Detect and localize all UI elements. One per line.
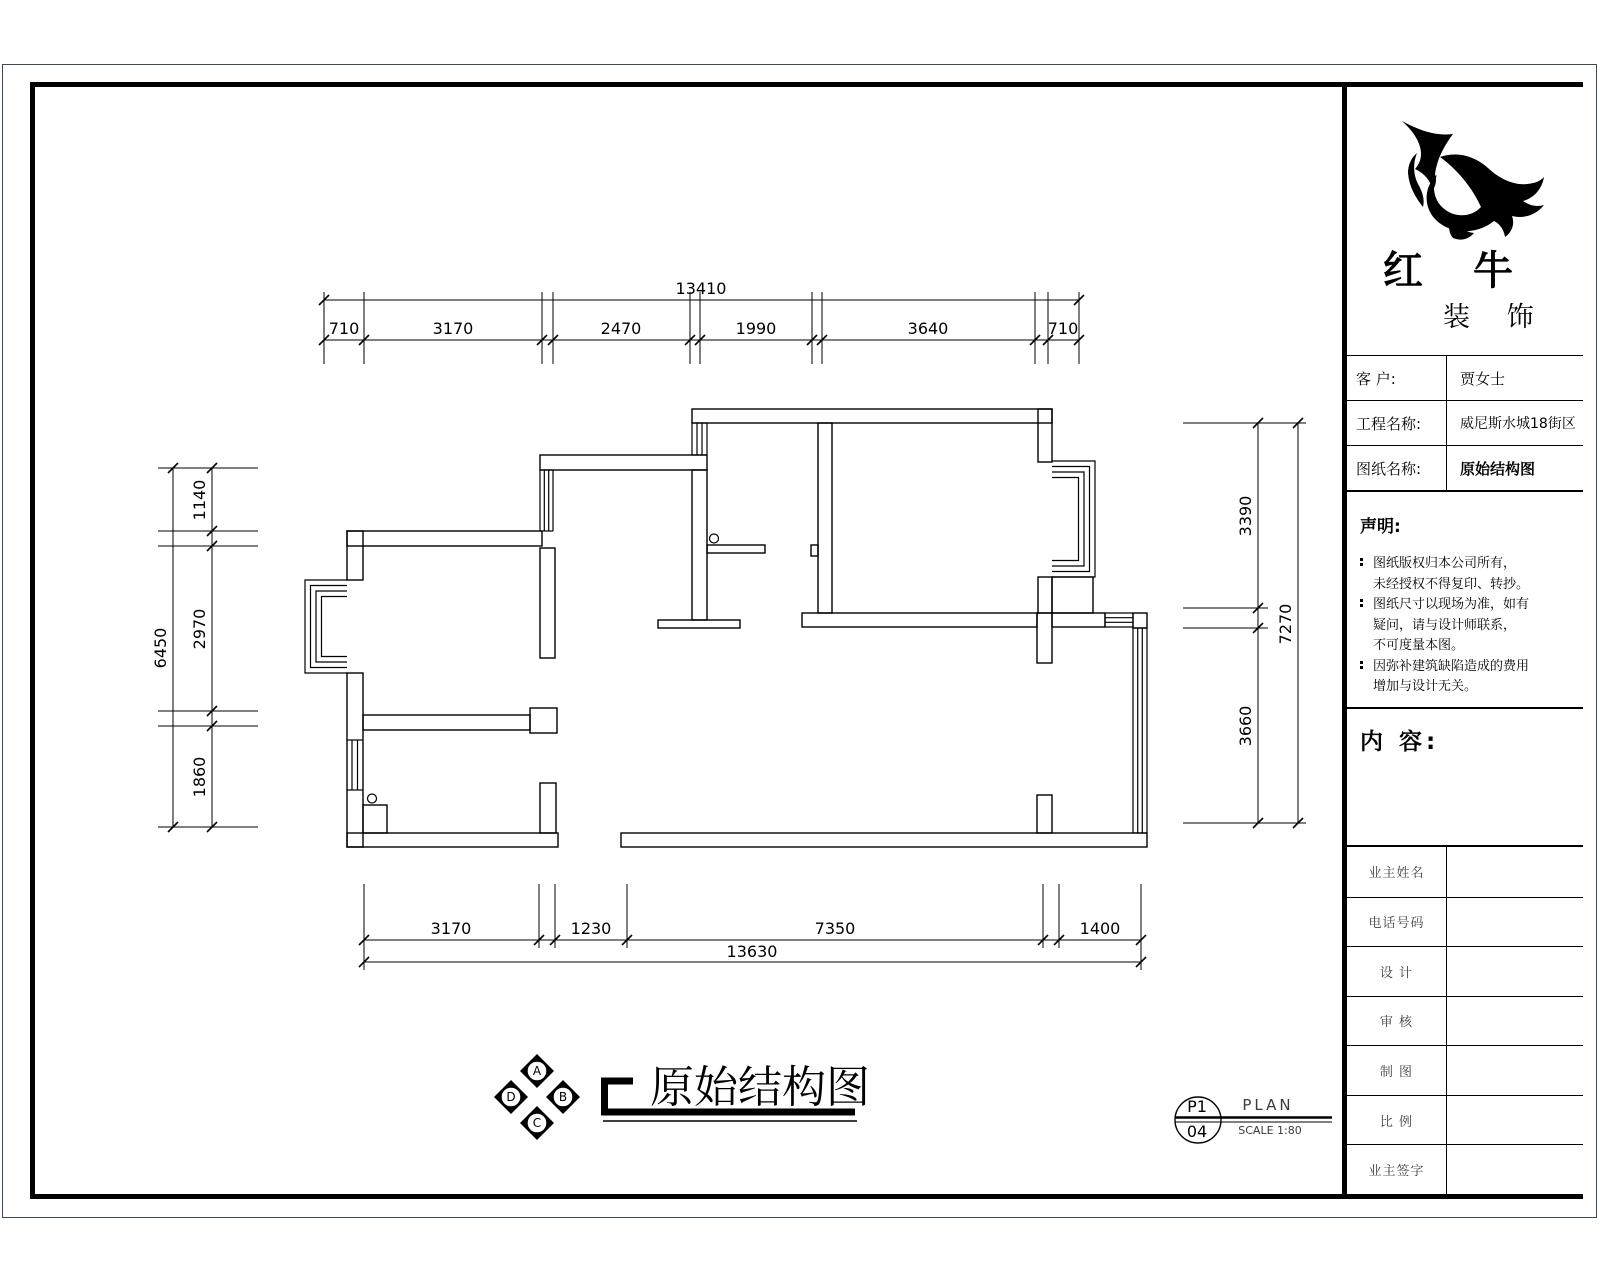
sheet-number-bubble [1175, 1096, 1332, 1143]
dim-label: 710 [328, 319, 360, 338]
declaration-text [1355, 554, 1579, 698]
brand-logo-icon [1373, 105, 1563, 240]
window-right [1133, 628, 1147, 833]
orientation-compass-icon [494, 1054, 580, 1140]
wall-outlines [347, 409, 1147, 847]
dim-label: 710 [1047, 319, 1079, 338]
declaration-line: 图纸版权归本公司所有， [1355, 554, 1579, 575]
sign-row-reviewer: 审 核 [1347, 996, 1583, 1046]
project-label: 工程名称: [1347, 401, 1447, 445]
brand-area [1347, 87, 1583, 355]
window-top [692, 423, 707, 455]
drawing-title-group [603, 1062, 870, 1121]
dimension-chain-right [1183, 418, 1306, 828]
dim-label: 3660 [1236, 705, 1255, 747]
customer-label: 客 户: [1347, 356, 1447, 400]
field-row-sheet-name [1347, 445, 1583, 490]
sheet-name-label: 图纸名称: [1347, 446, 1447, 490]
sign-value-cell [1447, 1145, 1583, 1194]
sheet-type: PLAN [1242, 1096, 1294, 1114]
door-pivot-icon [368, 794, 377, 803]
dim-label: 1860 [190, 756, 209, 798]
dim-label: 3170 [432, 319, 474, 338]
sign-row-designer: 设 计 [1347, 946, 1583, 996]
customer-value: 贾女士 [1460, 369, 1506, 388]
dim-label: 1230 [570, 919, 612, 938]
dim-label: 7270 [1276, 603, 1295, 645]
compass-letter: A [532, 1064, 542, 1078]
sign-row-owner-name: 业主姓名 [1347, 847, 1583, 897]
sign-value-cell [1447, 898, 1583, 947]
field-row-project [1347, 400, 1583, 445]
dim-label: 1990 [735, 319, 777, 338]
sign-value-cell [1447, 947, 1583, 996]
sign-value-cell [1447, 1046, 1583, 1095]
brand-name: 红 牛 [1383, 248, 1531, 294]
content-heading: 内 容: [1360, 729, 1440, 755]
signature-rows [1347, 845, 1583, 1194]
declaration-line: 不可度量本图。 [1373, 638, 1465, 653]
compass-letter: C [532, 1116, 542, 1130]
sheet-code: P1 [1187, 1097, 1207, 1116]
field-row-customer [1347, 355, 1583, 400]
declaration-line: 增加与设计无关。 [1373, 679, 1478, 694]
bay-window-right [1052, 461, 1095, 577]
sign-row-drafter: 制 图 [1347, 1045, 1583, 1095]
sign-value-cell [1447, 847, 1583, 897]
sheet-number: 04 [1186, 1122, 1208, 1141]
declaration-line: 因弥补建筑缺陷造成的费用 [1355, 657, 1579, 678]
dim-label: 7350 [814, 919, 856, 938]
project-value: 威尼斯水城18街区 [1460, 416, 1576, 432]
declaration-heading: 声明: [1360, 517, 1401, 537]
door-pivot-icon [710, 534, 719, 543]
dim-label: 2970 [190, 608, 209, 650]
sign-value-cell [1447, 1096, 1583, 1145]
compass-letter: B [558, 1090, 568, 1104]
window-upper-left [540, 470, 553, 531]
dimension-chain-bottom [359, 884, 1146, 970]
brand-subname: 装 饰 [1443, 302, 1548, 333]
dim-label: 6450 [151, 627, 170, 669]
compass-letter: D [506, 1090, 516, 1104]
sign-row-scale: 比 例 [1347, 1095, 1583, 1145]
window-top-right-corner [1105, 613, 1133, 627]
sheet-name-value: 原始结构图 [1460, 459, 1536, 478]
dim-label: 3390 [1236, 495, 1255, 537]
bay-window-left [305, 580, 347, 673]
declaration-line: 疑问，请与设计师联系， [1373, 617, 1517, 633]
content-section [1347, 707, 1583, 845]
dimension-chain-left [151, 463, 258, 832]
sign-value-cell [1447, 997, 1583, 1046]
dim-label: 2470 [600, 319, 642, 338]
declaration-line: 图纸尺寸以现场为准，如有 [1355, 595, 1579, 616]
title-block [1342, 87, 1583, 1194]
dim-label: 3170 [430, 919, 472, 938]
sheet-scale: SCALE 1:80 [1238, 1124, 1302, 1137]
dim-label: 13630 [726, 942, 778, 961]
dim-label: 1140 [190, 479, 209, 521]
sign-row-phone: 电话号码 [1347, 897, 1583, 947]
drawing-title: 原始结构图 [650, 1062, 870, 1113]
dim-label: 13410 [675, 279, 727, 298]
dim-label: 3640 [907, 319, 949, 338]
dimension-chain-top [319, 279, 1084, 364]
window-lower-left [347, 740, 363, 790]
declaration-line: 未经授权不得复印、转抄。 [1373, 576, 1530, 592]
dim-label: 1400 [1079, 919, 1121, 938]
sign-row-owner-signature: 业主签字 [1347, 1144, 1583, 1194]
declaration-section [1347, 490, 1583, 707]
